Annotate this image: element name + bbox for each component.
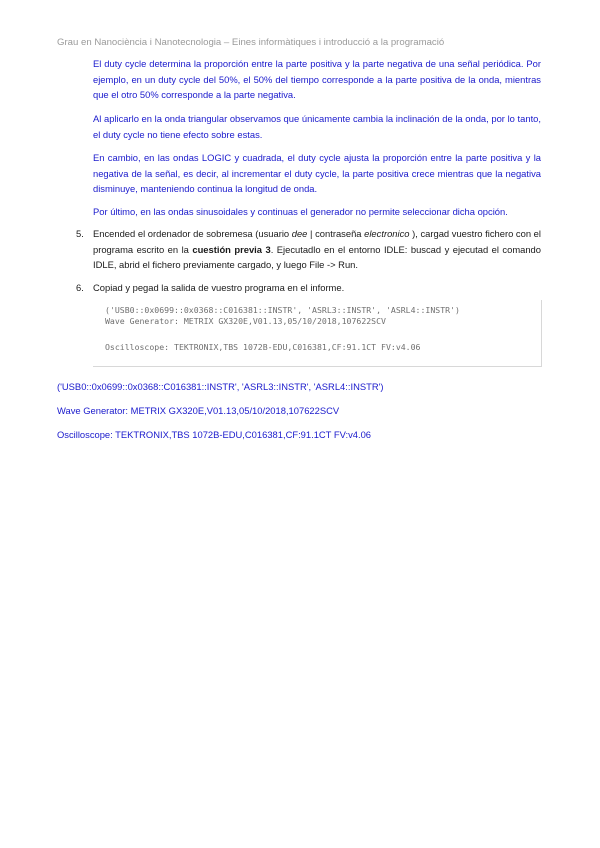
result-line-resources: ('USB0::0x0699::0x0368::C016381::INSTR', 'ASRL3::INSTR', 'ASRL4::INSTR') bbox=[57, 381, 384, 392]
result-line-wave-generator: Wave Generator: METRIX GX320E,V01.13,05/10/2018,107622SCV bbox=[57, 405, 340, 416]
list-item-text bbox=[93, 226, 541, 273]
list-item-number: 5. bbox=[76, 228, 84, 239]
answer-paragraph-duty-cycle: El duty cycle determina la proporción entre la parte positiva y la parte negativa de una señal periódica. Por ejemplo, en un duty cycle del 50%, el 50% del tiempo corresponde a la parte positiva de la onda, mientras que el otro 50% corresponde a la parte negativa. bbox=[93, 58, 541, 100]
page-header: Grau en Nanociència i Nanotecnologia – Eines informàtiques i introducció a la programació bbox=[57, 37, 445, 48]
step-text-a: Encended el ordenador de sobremesa (usuario bbox=[93, 228, 292, 239]
answer-paragraph-triangular: Al aplicarlo en la onda triangular observamos que únicamente cambia la inclinación de la onda, por lo tanto, el duty cycle no tiene efecto sobre estas. bbox=[93, 113, 541, 140]
bold-reference: cuestión previa 3 bbox=[192, 243, 271, 255]
result-line-oscilloscope: Oscilloscope: TEKTRONIX,TBS 1072B-EDU,C016381,CF:91.1CT FV:v4.06 bbox=[57, 429, 372, 440]
step-text-b: | contraseña bbox=[307, 228, 365, 239]
code-output-line: Oscilloscope: TEKTRONIX,TBS 1072B-EDU,C016381,CF:91.1CT FV:v4.06 bbox=[105, 342, 421, 352]
program-output-screenshot bbox=[93, 300, 542, 367]
answer-paragraph-sinusoidal: Por último, en las ondas sinusoidales y continuas el generador no permite seleccionar dicha opción. bbox=[93, 206, 508, 217]
step-text-d: . Ejecutadlo en el entorno IDLE: buscad y ejecutad el comando IDLE, abrid el fichero previamente cargado, y luego File -> Run. bbox=[93, 243, 541, 270]
code-output-line: Wave Generator: METRIX GX320E,V01.13,05/10/2018,107622SCV bbox=[105, 316, 386, 326]
step-text-c: ), cargad vuestro fichero con el programa escrito en la bbox=[93, 228, 541, 255]
password: electronico bbox=[364, 228, 410, 239]
list-item-number: 6. bbox=[76, 282, 84, 293]
username: dee bbox=[291, 228, 308, 239]
list-item-step-6 bbox=[76, 280, 541, 296]
list-item-step-5 bbox=[76, 226, 541, 273]
answer-paragraph-logic-square: En cambio, en las ondas LOGIC y cuadrada, el duty cycle ajusta la proporción entre la parte positiva y la negativa de la señal, es decir, al incrementar el duty cycle, la parte positiva crece mientras que la negativa disminuye, manteniendo continua la longitud de onda. bbox=[93, 152, 541, 194]
code-output-line: ('USB0::0x0699::0x0368::C016381::INSTR', 'ASRL3::INSTR', 'ASRL4::INSTR') bbox=[105, 305, 460, 315]
list-item-text: Copiad y pegad la salida de vuestro programa en el informe. bbox=[93, 282, 345, 293]
